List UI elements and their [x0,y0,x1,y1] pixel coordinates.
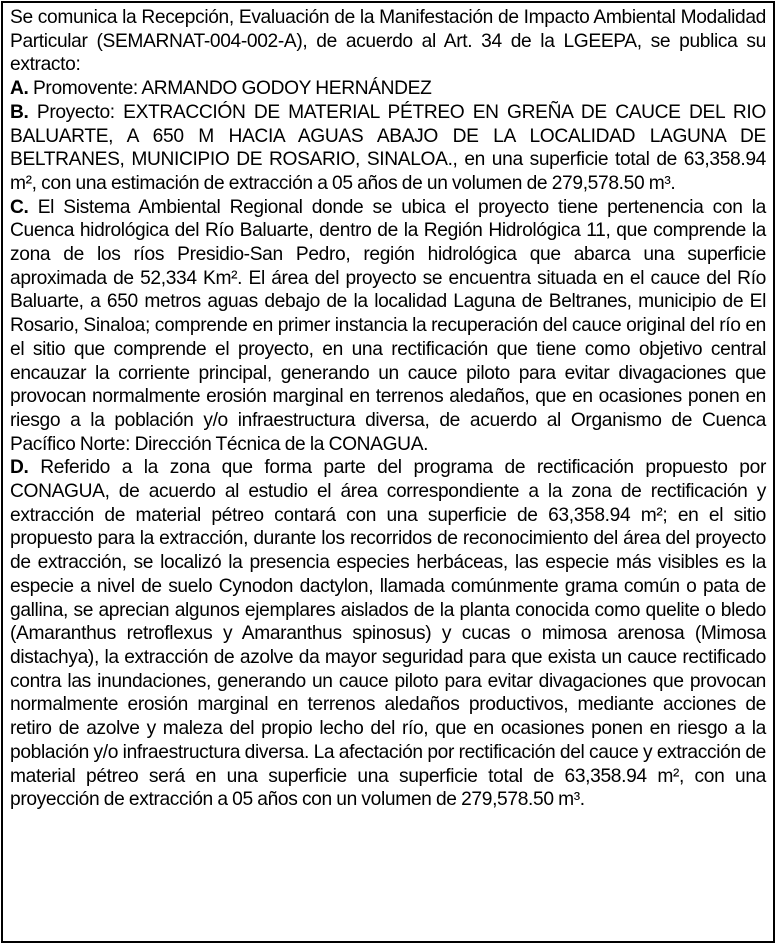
notice-box [1,1,775,943]
section-a-text: Promovente: ARMANDO GODOY HERNÁNDEZ [28,78,432,100]
intro-paragraph: Se comunica la Recepción, Evaluación de la Manifestación de Impacto Ambiental Modalidad Particular (SEMARNAT-004-002-A), de acuerdo al Art. 34 de la LGEEPA, se publica su extracto: [10,7,766,76]
section-c-paragraph [10,196,766,457]
section-a-letter: A. [10,78,29,100]
section-c-text: El Sistema Ambiental Regional donde se ubica el proyecto tiene pertenencia con la Cuenca hidrológica del Río Baluarte, dentro de la Región Hidrológica 11, que comprende la zona de los ríos Presidio-San Pedro, región hidrológica que abarca una superficie aproximada de 52,334 Km². El área del proyecto se encuentra situada en el cauce del Río Baluarte, a 650 metros aguas debajo de la localidad Laguna de Beltranes, municipio de El Rosario, Sinaloa; comprende en primer instancia la recuperación del cauce original del río en el sitio que comprende el proyecto, en una rectificación que tiene como objetivo central encauzar la corriente principal, generando un cauce piloto para evitar divagaciones que provocan normalmente erosión marginal en terrenos aledaños, que en ocasiones ponen en riesgo a la población y/o infraestructura diversa, de acuerdo al Organismo de Cuenca Pacífico Norte: Dirección Técnica de la CONAGUA. [10,196,766,455]
section-d-letter: D. [10,457,29,479]
section-d-text: Referido a la zona que forma parte del programa de rectificación propuesto por CONAGUA, de acuerdo al estudio el área correspondiente a la zona de rectificación y extracción de material pétreo contará con una superficie de 63,358.94 m²; en el sitio propuesto para la extracción, durante los recorridos de reconocimiento del área del proyecto de extracción, se localizó la presencia especies herbáceas, las especie más visibles es la especie a nivel de suelo Cynodon dactylon, llamada comúnmente grama común o pata de gallina, se aprecian algunos ejemplares aislados de la planta conocida como quelite o bledo (Amaranthus retroflexus y Amaranthus spinosus) y cucas o mimosa arenosa (Mimosa distachya), la extracción de azolve da mayor seguridad para que exista un cauce rectificado contra las inundaciones, generando un cauce piloto para evitar divagaciones que provocan normalmente erosión marginal en terrenos aledaños productivos, mediante acciones de retiro de azolve y maleza del propio lecho del río, que en ocasiones ponen en riesgo a la población y/o infraestructura diversa. La afectación por rectificación del cauce y extracción de material pétreo será en una superficie una superficie total de 63,358.94 m², con una proyección de extracción a 05 años con un volumen de 279,578.50 m³. [10,457,766,811]
section-b-text: Proyecto: EXTRACCIÓN DE MATERIAL PÉTREO EN GREÑA DE CAUCE DEL RIO BALUARTE, A 650 M HACIA AGUAS ABAJO DE LA LOCALIDAD LAGUNA DE BELTRANES, MUNICIPIO DE ROSARIO, SINALOA., en una superficie total de 63,358.94 m², con una estimación de extracción a 05 años de un volumen de 279,578.50 m³. [10,101,766,194]
section-d-paragraph [10,456,766,812]
section-a-paragraph [10,77,766,101]
section-c-letter: C. [10,196,29,218]
section-b-paragraph [10,101,766,196]
section-b-letter: B. [10,101,29,123]
